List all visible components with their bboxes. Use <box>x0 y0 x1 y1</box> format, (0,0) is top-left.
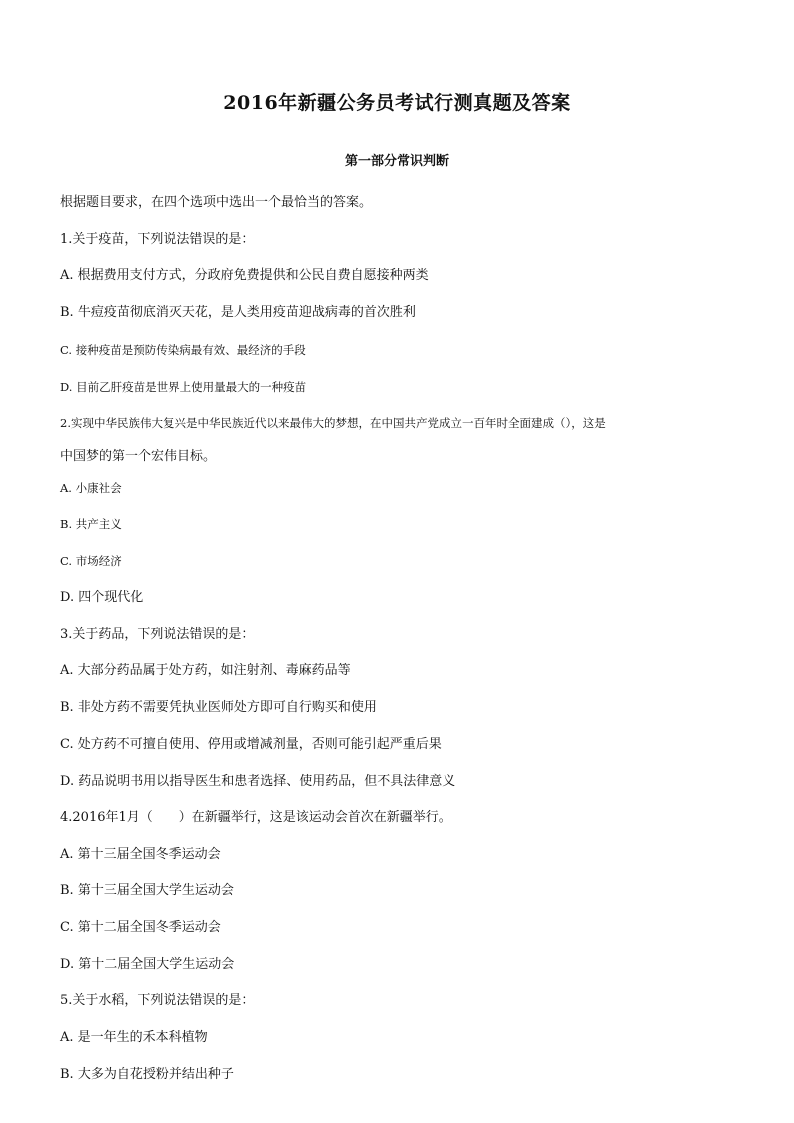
question-3-option-b: B. 非处方药不需要凭执业医师处方即可自行购买和使用 <box>60 700 377 715</box>
question-4-option-b: B. 第十三届全国大学生运动会 <box>60 883 234 898</box>
question-4-option-c: C. 第十二届全国冬季运动会 <box>60 920 221 935</box>
question-2-stem-continued: 中国梦的第一个宏伟目标。 <box>60 449 217 464</box>
question-1-stem: 1.关于疫苗，下列说法错误的是： <box>60 232 255 247</box>
document-title: 2016年新疆公务员考试行测真题及答案 <box>223 92 571 114</box>
question-1-option-d: D. 目前乙肝疫苗是世界上使用量最大的一种疫苗 <box>60 380 307 394</box>
question-2-option-b: B. 共产主义 <box>60 517 122 531</box>
question-2-option-a: A. 小康社会 <box>60 481 122 495</box>
question-4-option-d: D. 第十二届全国大学生运动会 <box>60 957 235 972</box>
question-5-option-b: B. 大多为自花授粉并结出种子 <box>60 1067 234 1082</box>
question-2-option-c: C. 市场经济 <box>60 554 122 568</box>
section-title: 第一部分常识判断 <box>344 154 449 169</box>
question-2-stem: 2.实现中华民族伟大复兴是中华民族近代以来最伟大的梦想，在中国共产党成立一百年时全面建成（），这是 <box>60 416 606 430</box>
instruction-text: 根据题目要求，在四个选项中选出一个最恰当的答案。 <box>60 195 373 210</box>
question-5-option-a: A. 是一年生的禾本科植物 <box>60 1030 208 1045</box>
question-2-option-d: D. 四个现代化 <box>60 590 144 605</box>
question-4-stem: 4.2016年1月（ ）在新疆举行，这是该运动会首次在新疆举行。 <box>60 810 452 825</box>
question-5-stem: 5.关于水稻，下列说法错误的是： <box>60 993 255 1008</box>
question-1-option-a: A. 根据费用支付方式，分政府免费提供和公民自费自愿接种两类 <box>60 268 429 283</box>
question-3-stem: 3.关于药品，下列说法错误的是： <box>60 627 255 642</box>
question-3-option-a: A. 大部分药品属于处方药，如注射剂、毒麻药品等 <box>60 663 351 678</box>
question-1-option-c: C. 接种疫苗是预防传染病最有效、最经济的手段 <box>60 343 306 357</box>
question-3-option-d: D. 药品说明书用以指导医生和患者选择、使用药品，但不具法律意义 <box>60 774 456 789</box>
question-1-option-b: B. 牛痘疫苗彻底消灭天花，是人类用疫苗迎战病毒的首次胜利 <box>60 305 416 320</box>
question-4-option-a: A. 第十三届全国冬季运动会 <box>60 847 221 862</box>
question-3-option-c: C. 处方药不可擅自使用、停用或增减剂量，否则可能引起严重后果 <box>60 737 442 752</box>
